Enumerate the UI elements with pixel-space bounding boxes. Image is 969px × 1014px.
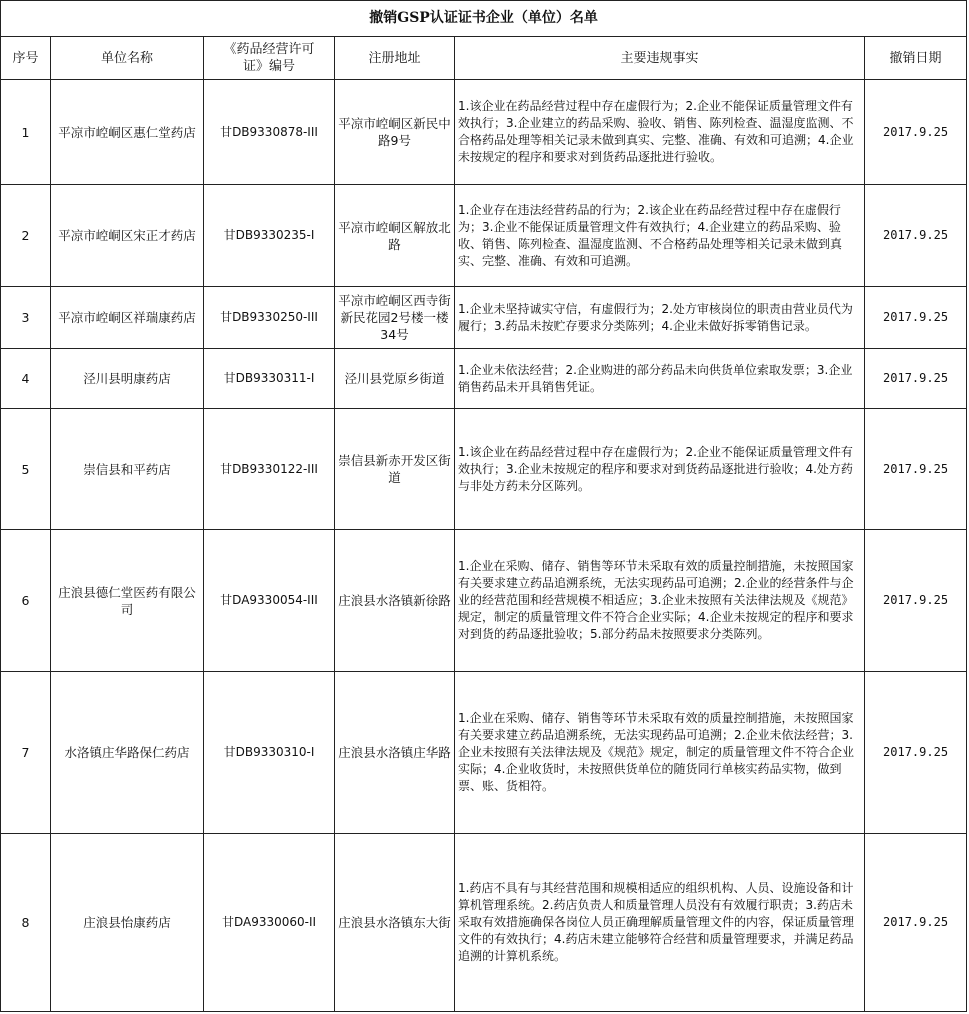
table-row (1, 349, 967, 409)
row-address: 平凉市崆峒区新民中路9号 (335, 80, 455, 185)
row-address: 庄浪县水洛镇庄华路 (335, 672, 455, 834)
row-violations: 1.企业在采购、储存、销售等环节未采取有效的质量控制措施，未按照国家有关要求建立药品追溯系统，无法实现药品可追溯；2.企业未依法经营；3.企业未按照有关法律法规及《规范》规定，制定的质量管理文件不符合企业实际；4.企业收货时，未按照供货单位的随货同行单核实药品实物，做到票、账、货相符。 (455, 672, 865, 834)
table-row (1, 530, 967, 672)
row-name: 平凉市崆峒区祥瑞康药店 (51, 287, 204, 349)
row-license: 甘DB9330310-I (204, 672, 335, 834)
row-date: 2017.9.25 (865, 185, 967, 287)
row-seq: 7 (1, 672, 51, 834)
row-date: 2017.9.25 (865, 287, 967, 349)
row-seq: 5 (1, 409, 51, 530)
row-seq: 2 (1, 185, 51, 287)
row-date: 2017.9.25 (865, 530, 967, 672)
row-seq: 8 (1, 834, 51, 1012)
row-address: 庄浪县水洛镇新徐路 (335, 530, 455, 672)
table-row (1, 80, 967, 185)
row-name: 平凉市崆峒区宋正才药店 (51, 185, 204, 287)
row-date: 2017.9.25 (865, 834, 967, 1012)
row-address: 庄浪县水洛镇东大街 (335, 834, 455, 1012)
table-row (1, 287, 967, 349)
row-license: 甘DA9330060-II (204, 834, 335, 1012)
row-name: 庄浪县德仁堂医药有限公司 (51, 530, 204, 672)
row-violations: 1.企业存在违法经营药品的行为；2.该企业在药品经营过程中存在虚假行为；3.企业不能保证质量管理文件有效执行；4.企业建立的药品采购、验收、销售、陈列检查、温湿度监测、不合格药品处理等相关记录未做到真实、完整、准确、有效和可追溯。 (455, 185, 865, 287)
row-license: 甘DB9330122-III (204, 409, 335, 530)
table-title: 撤销GSP认证证书企业（单位）名单 (1, 1, 967, 37)
row-seq: 3 (1, 287, 51, 349)
header-name: 单位名称 (51, 37, 204, 80)
row-name: 庄浪县怡康药店 (51, 834, 204, 1012)
row-seq: 1 (1, 80, 51, 185)
row-address: 平凉市崆峒区西寺街新民花园2号楼一楼34号 (335, 287, 455, 349)
table-row (1, 409, 967, 530)
row-date: 2017.9.25 (865, 349, 967, 409)
title-row (1, 1, 967, 37)
row-name: 平凉市崆峒区惠仁堂药店 (51, 80, 204, 185)
table-row (1, 834, 967, 1012)
table-row (1, 185, 967, 287)
row-date: 2017.9.25 (865, 80, 967, 185)
row-date: 2017.9.25 (865, 672, 967, 834)
row-name: 崇信县和平药店 (51, 409, 204, 530)
row-name: 水洛镇庄华路保仁药店 (51, 672, 204, 834)
row-license: 甘DB9330235-I (204, 185, 335, 287)
header-violations: 主要违规事实 (455, 37, 865, 80)
header-row (1, 37, 967, 80)
header-address: 注册地址 (335, 37, 455, 80)
row-address: 泾川县党原乡街道 (335, 349, 455, 409)
row-license: 甘DB9330878-III (204, 80, 335, 185)
row-date: 2017.9.25 (865, 409, 967, 530)
row-violations: 1.企业未坚持诚实守信，有虚假行为；2.处方审核岗位的职责由营业员代为履行；3.药品未按贮存要求分类陈列；4.企业未做好拆零销售记录。 (455, 287, 865, 349)
row-seq: 4 (1, 349, 51, 409)
row-violations: 1.该企业在药品经营过程中存在虚假行为；2.企业不能保证质量管理文件有效执行；3.企业未按规定的程序和要求对到货药品逐批进行验收；4.处方药与非处方药未分区陈列。 (455, 409, 865, 530)
row-violations: 1.企业未依法经营；2.企业购进的部分药品未向供货单位索取发票；3.企业销售药品未开具销售凭证。 (455, 349, 865, 409)
header-seq: 序号 (1, 37, 51, 80)
row-violations: 1.该企业在药品经营过程中存在虚假行为；2.企业不能保证质量管理文件有效执行；3.企业建立的药品采购、验收、销售、陈列检查、温湿度监测、不合格药品处理等相关记录未做到真实、完整、准确、有效和可追溯；4.企业未按规定的程序和要求对到货药品逐批进行验收。 (455, 80, 865, 185)
row-license: 甘DB9330250-III (204, 287, 335, 349)
row-seq: 6 (1, 530, 51, 672)
row-name: 泾川县明康药店 (51, 349, 204, 409)
row-violations: 1.企业在采购、储存、销售等环节未采取有效的质量控制措施，未按照国家有关要求建立药品追溯系统，无法实现药品可追溯；2.企业的经营条件与企业的经营范围和经营规模不相适应；3.企业未按照有关法律法规及《规范》规定，制定的质量管理文件不符合企业实际；4.企业未按规定的程序和要求对到货的药品逐批验收；5.部分药品未按照要求分类陈列。 (455, 530, 865, 672)
header-date: 撤销日期 (865, 37, 967, 80)
row-license: 甘DA9330054-III (204, 530, 335, 672)
header-license: 《药品经营许可证》编号 (204, 37, 335, 80)
table-row (1, 672, 967, 834)
row-violations: 1.药店不具有与其经营范围和规模相适应的组织机构、人员、设施设备和计算机管理系统。2.药店负责人和质量管理人员没有有效履行职责；3.药店未采取有效措施确保各岗位人员正确理解质量管理文件的内容，保证质量管理文件的有效执行；4.药店未建立能够符合经营和质量管理要求，并满足药品追溯的计算机系统。 (455, 834, 865, 1012)
row-license: 甘DB9330311-I (204, 349, 335, 409)
row-address: 崇信县新赤开发区街道 (335, 409, 455, 530)
row-address: 平凉市崆峒区解放北路 (335, 185, 455, 287)
